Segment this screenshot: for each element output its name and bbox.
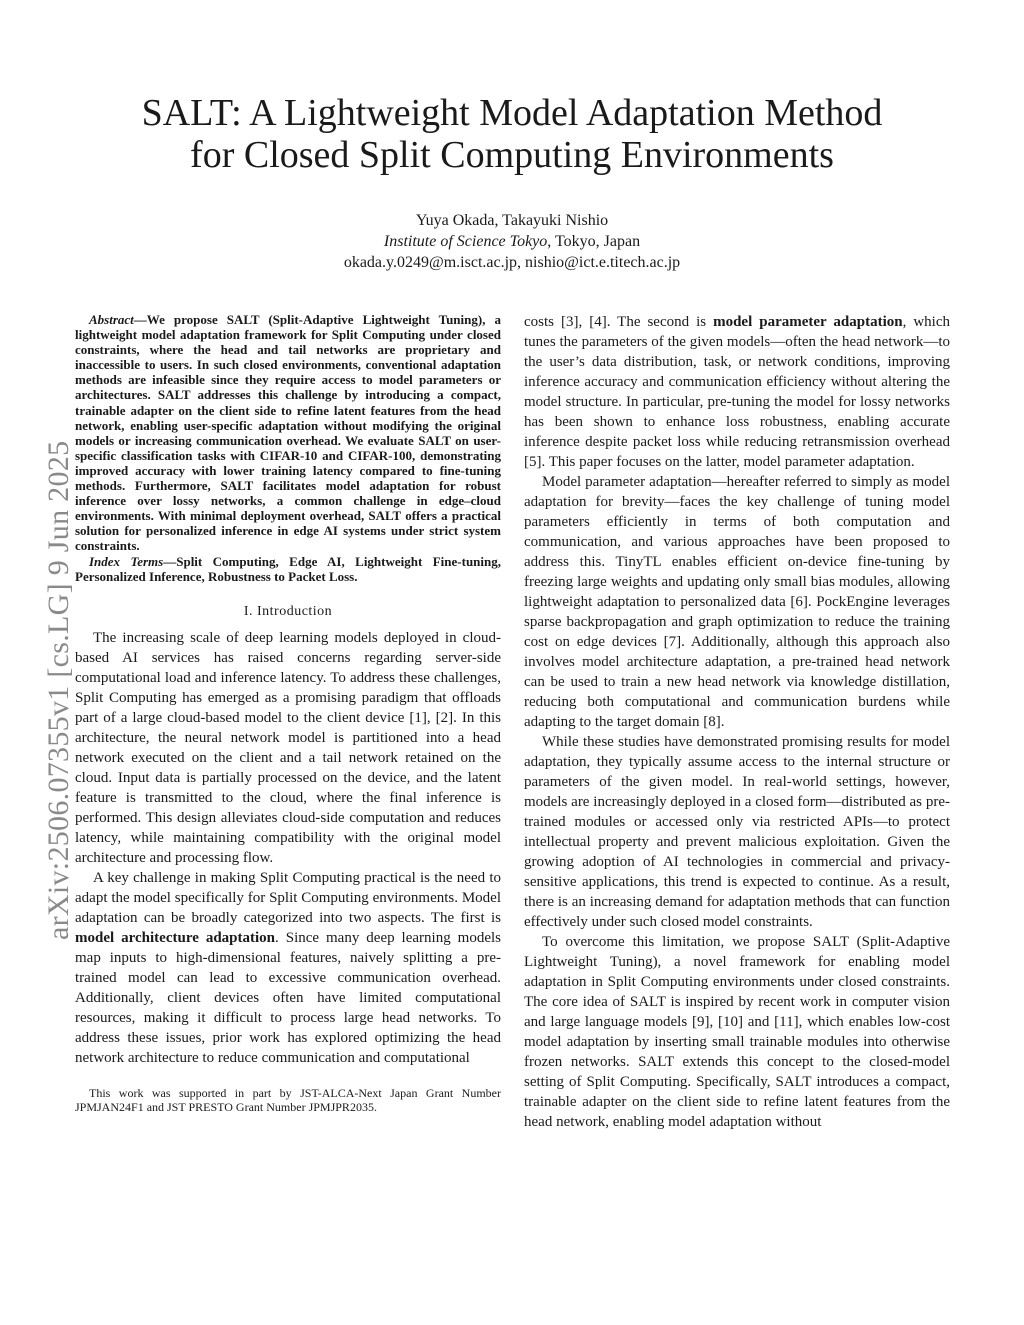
intro-p2-text-b: . Since many deep learning models map inputs to high-dimensional features, naively splitting a pre-trained model can lead to excessive communication overhead. Additionally, client devices often have limited computational resources, making it difficult to process large head networks. To address these issues, prior work has explored optimizing the head network architecture to reduce communication and computational bbox=[75, 929, 501, 1066]
right-p1-bold: model parameter adaptation bbox=[713, 314, 903, 330]
left-column bbox=[75, 312, 501, 1114]
emails: okada.y.0249@m.isct.ac.jp, nishio@ict.e.titech.ac.jp bbox=[343, 254, 681, 271]
title-line-2: for Closed Split Computing Environments bbox=[190, 134, 834, 176]
affiliation bbox=[80, 231, 944, 252]
right-column bbox=[524, 312, 950, 1132]
funding-footnote: This work was supported in part by JST-ALCA-Next Japan Grant Number JPMJAN24F1 and JST PRESTO Grant Number JPMJPR2035. bbox=[75, 1085, 501, 1114]
intro-paragraph-2 bbox=[75, 868, 501, 1068]
affiliation-location: , Tokyo, Japan bbox=[547, 233, 641, 250]
index-terms bbox=[75, 554, 501, 584]
right-paragraph-4: To overcome this limitation, we propose SALT (Split-Adaptive Lightweight Tuning), a novel framework for enabling model adaptation in Split Computing environments under closed constraints. The core idea of SALT is inspired by recent work in computer vision and large language models [9], [10] and [11], which enables low-cost model adaptation by inserting small trainable modules into otherwise frozen networks. SALT extends this concept to the closed-model setting of Split Computing. Specifically, SALT introduces a compact, trainable adapter on the client side to refine latent features from the head network, enabling model adaptation without bbox=[524, 934, 950, 1130]
intro-p2-bold: model architecture adaptation bbox=[75, 929, 276, 946]
author-block bbox=[80, 210, 944, 273]
paper-title bbox=[80, 92, 944, 176]
authors: Yuya Okada, Takayuki Nishio bbox=[415, 212, 609, 229]
index-terms-label: Index Terms bbox=[89, 553, 164, 569]
right-p1-text-b: , which tunes the parameters of the given models—often the head network—to the user’s data distribution, task, or network conditions, improving inference accuracy and communication efficiency without altering the model structure. In particular, pre-tuning the model for lossy networks has been shown to enhance loss robustness, enabling accurate inference despite packet loss while reducing retransmission overhead [5]. This paper focuses on the latter, model parameter adaptation. bbox=[524, 314, 950, 470]
abstract-label: Abstract bbox=[89, 312, 134, 327]
intro-paragraph-1: The increasing scale of deep learning models deployed in cloud-based AI services has raised concerns regarding server-side computational load and inference latency. To address these challenges, Split Computing has emerged as a promising paradigm that offloads part of a large cloud-based model to the client device [1], [2]. In this architecture, the neural network model is partitioned into a head network executed on the client and a tail network retained on the cloud. Input data is partially processed on the device, and the latent feature is transmitted to the cloud, where the final inference is performed. This design alleviates cloud-side computation and reduces latency, while maintaining compatibility with the original model architecture and processing flow. bbox=[75, 629, 501, 866]
intro-p2-text-a: A key challenge in making Split Computing practical is the need to adapt the model specifically for Split Computing environments. Model adaptation can be broadly categorized into two aspects. The first is bbox=[75, 869, 501, 926]
section-heading: I. Introduction bbox=[243, 603, 333, 619]
right-p1-text-a: costs [3], [4]. The second is bbox=[524, 314, 714, 330]
index-terms-text: —Split Computing, Edge AI, Lightweight Fine-tuning, Personalized Inference, Robustness to Packet Loss. bbox=[75, 553, 501, 584]
arxiv-identifier: arXiv:2506.07355v1 [cs.LG] 9 Jun 2025 bbox=[42, 440, 75, 940]
affiliation-institution: Institute of Science Tokyo bbox=[383, 233, 548, 250]
right-paragraph-1 bbox=[524, 312, 950, 472]
abstract-text: —We propose SALT (Split-Adaptive Lightweight Tuning), a lightweight model adaptation framework for Split Computing under closed constraints, where the head and tail networks are proprietary and inaccessible to users. In such closed environments, conventional adaptation methods are infeasible since they require access to model parameters or architectures. SALT addresses this challenge by introducing a compact, trainable adapter on the client side to refine latent features from the head network, enabling user-specific adaptation without modifying the original models or increasing communication overhead. We evaluate SALT on user-specific classification tasks with CIFAR-10 and CIFAR-100, demonstrating improved accuracy with lower training latency compared to fine-tuning methods. Furthermore, SALT facilitates model adaptation for robust inference over lossy networks, a common challenge in edge–cloud environments. With minimal deployment overhead, SALT offers a practical solution for personalized inference in edge AI systems under strict system constraints. bbox=[75, 312, 501, 554]
abstract bbox=[75, 312, 501, 554]
right-paragraph-3: While these studies have demonstrated promising results for model adaptation, they typically assume access to the internal structure or parameters of the given model. In real-world settings, however, models are increasingly deployed in a closed form—distributed as pre-trained modules or accessed only via restricted APIs—to protect intellectual property and prevent malicious exploitation. Given the growing adoption of AI technologies in commercial and privacy-sensitive applications, this trend is expected to continue. As a result, there is an increasing demand for adaptation methods that can function effectively under such closed model constraints. bbox=[524, 734, 950, 930]
title-line-1: SALT: A Lightweight Model Adaptation Method bbox=[141, 92, 883, 134]
right-paragraph-2: Model parameter adaptation—hereafter referred to simply as model adaptation for brevity—faces the key challenge of tuning model parameters efficiently in terms of both computation and communication, and various approaches have been proposed to address this. TinyTL enables efficient on-device fine-tuning by freezing large weights and updating only small bias modules, allowing lightweight adaptation to personalized data [6]. PockEngine leverages sparse backpropagation and graph optimization to reduce the training cost on edge devices [7]. Additionally, although this approach also involves model architecture adaptation, a pre-trained head network can be used to train a new head network via knowledge distillation, reducing both computational and communication burdens while adapting to the target domain [8]. bbox=[524, 474, 950, 730]
